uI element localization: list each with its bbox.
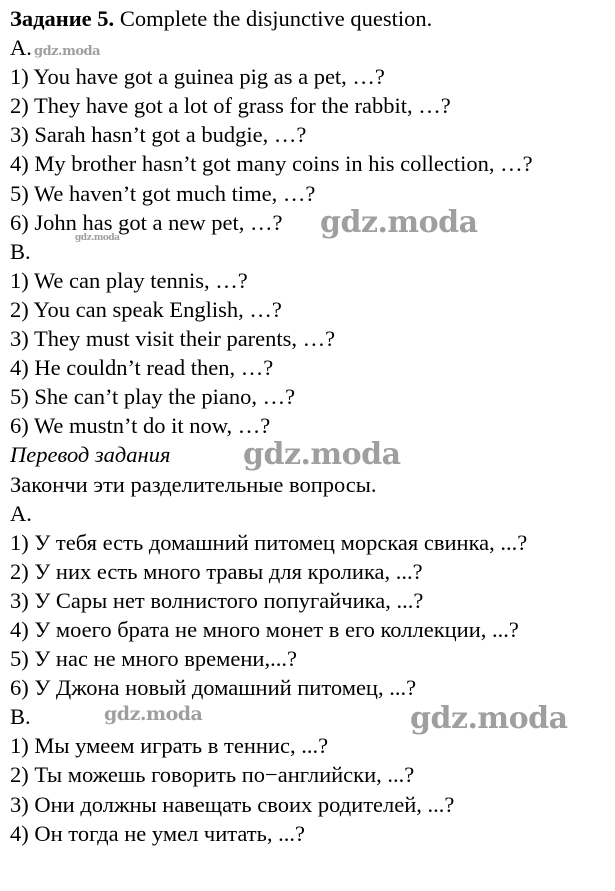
watermark-logo: gdz.moda <box>410 701 568 736</box>
section-b-item-4: 4) He couldn’t read then, …? <box>10 355 274 381</box>
translation-a-item-4: 4) У моего брата не много монет в его коллекции, ...? <box>10 616 519 642</box>
translation-section-a-label: А. <box>10 500 32 526</box>
section-a-label: A. <box>10 35 32 61</box>
task-number: Задание 5. <box>10 6 115 31</box>
exercise-title <box>10 4 610 33</box>
translation-b-item-4: 4) Он тогда не умел читать, ...? <box>10 820 305 846</box>
section-b-item-6: 6) We mustn’t do it now, …? <box>10 413 271 439</box>
translation-b-item-3: 3) Они должны навещать своих родителей, ...? <box>10 791 455 817</box>
translation-instruction: Закончи эти разделительные вопросы. <box>10 471 377 497</box>
watermark-logo: gdz.moda <box>75 233 120 243</box>
section-a-item-4: 4) My brother hasn’t got many coins in his collection, …? <box>10 151 533 177</box>
watermark-logo: gdz.moda <box>243 437 401 472</box>
section-a-item-1: 1) You have got a guinea pig as a pet, …? <box>10 64 385 90</box>
section-a-item-3: 3) Sarah hasn’t got a budgie, …? <box>10 122 307 148</box>
translation-a-item-2: 2) У них есть много травы для кролика, ...? <box>10 558 423 584</box>
translation-b-item-2: 2) Ты можешь говорить по−английски, ...? <box>10 762 415 788</box>
section-b-item-1: 1) We can play tennis, …? <box>10 267 248 293</box>
section-b-item-3: 3) They must visit their parents, …? <box>10 326 336 352</box>
section-b-label: B. <box>10 238 31 264</box>
watermark-logo: gdz.moda <box>104 703 203 725</box>
translation-a-item-6: 6) У Джона новый домашний питомец, ...? <box>10 675 417 701</box>
translation-section-b-label: В. <box>10 704 31 730</box>
section-b-item-2: 2) You can speak English, …? <box>10 296 282 322</box>
translation-a-item-3: 3) У Сары нет волнистого попугайчика, ...? <box>10 587 424 613</box>
translation-heading: Перевод задания <box>10 442 171 468</box>
section-a-item-6: 6) John has got a new pet, …? <box>10 209 283 235</box>
section-a-item-5: 5) We haven’t got much time, …? <box>10 180 316 206</box>
section-b-item-5: 5) She can’t play the piano, …? <box>10 384 296 410</box>
watermark-logo: gdz.moda <box>320 205 478 240</box>
watermark-logo: gdz.moda <box>34 44 101 59</box>
translation-a-item-5: 5) У нас не много времени,...? <box>10 646 297 672</box>
section-a-item-2: 2) They have got a lot of grass for the rabbit, …? <box>10 93 451 119</box>
task-instruction: Complete the disjunctive question. <box>114 6 433 31</box>
translation-a-item-1: 1) У тебя есть домашний питомец морская свинка, ...? <box>10 529 528 555</box>
translation-b-item-1: 1) Мы умеем играть в теннис, ...? <box>10 733 329 759</box>
